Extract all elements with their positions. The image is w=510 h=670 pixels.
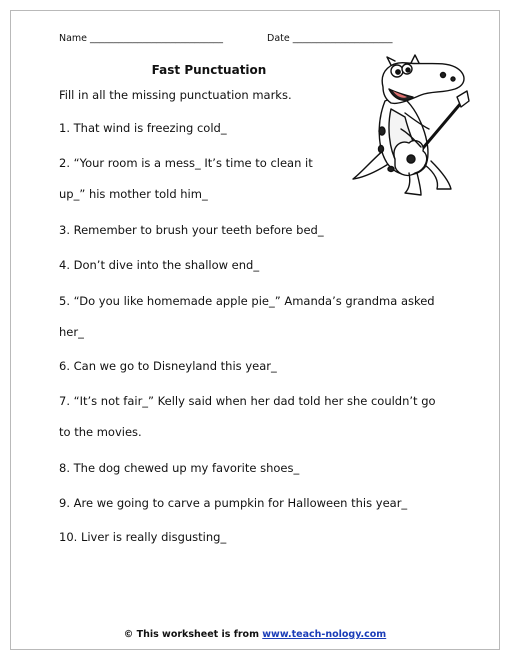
question-5-cont: her_ [59,325,84,339]
question-7-cont: to the movies. [59,425,142,439]
date-field-label: Date _____________________ [267,33,393,44]
question-9: 9. Are we going to carve a pumpkin for Halloween this year_ [59,496,408,510]
dinosaur-guitar-illustration [351,51,471,199]
name-field-label: Name ____________________________ [59,33,224,44]
question-3: 3. Remember to brush your teeth before bed_ [59,223,324,237]
question-5: 5. “Do you like homemade apple pie_” Amanda’s grandma asked [59,294,435,308]
footer-text: © This worksheet is from [123,629,263,640]
question-2: 2. “Your room is a mess_ It’s time to clean it [59,156,313,170]
question-10: 10. Liver is really disgusting_ [59,530,227,544]
worksheet-title: Fast Punctuation [151,63,267,77]
instructions: Fill in all the missing punctuation marks. [59,88,292,102]
question-7: 7. “It’s not fair_” Kelly said when her dad told her she couldn’t go [59,394,436,408]
footer-credit [11,629,499,640]
question-8: 8. The dog chewed up my favorite shoes_ [59,461,300,475]
question-1: 1. That wind is freezing cold_ [59,121,227,135]
worksheet-page [10,10,500,650]
question-4: 4. Don’t dive into the shallow end_ [59,258,260,272]
question-2-cont: up_” his mother told him_ [59,187,208,201]
footer-link[interactable]: www.teach-nology.com [262,629,387,640]
question-6: 6. Can we go to Disneyland this year_ [59,359,277,373]
